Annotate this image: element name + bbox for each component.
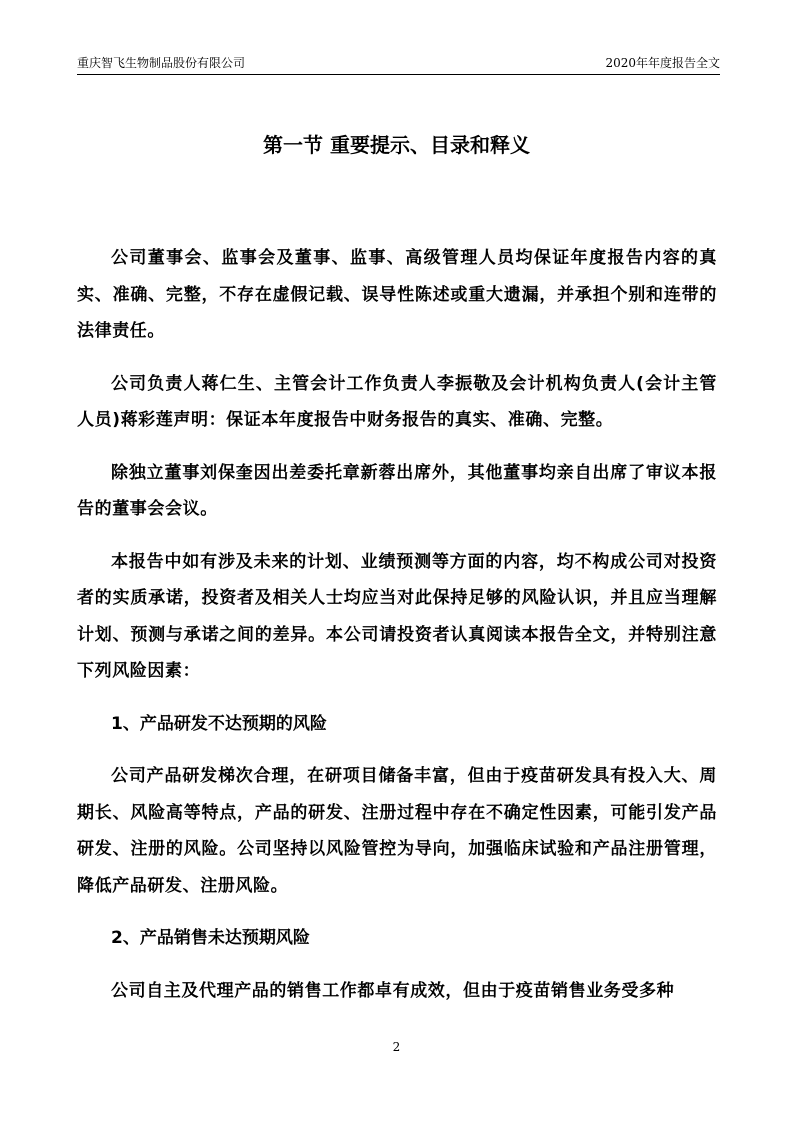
risk-text-rd: 公司产品研发梯次合理，在研项目储备丰富，但由于疫苗研发具有投入大、周期长、风险高等特点，产品的研发、注册过程中存在不确定性因素，可能引发产品研发、注册的风险。公司坚持以风险管控为导向，加强临床试验和产品注册管理，降低产品研发、注册风险。 (77, 766, 717, 896)
risk-heading-sales: 2、产品销售未达预期风险 (111, 928, 310, 948)
header-company-name: 重庆智飞生物制品股份有限公司 (77, 56, 246, 70)
page-header (77, 54, 720, 75)
page-number: 2 (392, 1040, 401, 1054)
section-title: 第一节 重要提示、目录和释义 (263, 133, 530, 157)
risk-heading-rd: 1、产品研发不达预期的风险 (111, 713, 327, 734)
document-body (77, 240, 717, 1025)
paragraph-forward-looking: 本报告中如有涉及未来的计划、业绩预测等方面的内容，均不构成公司对投资者的实质承诺，投资者及相关人士均应当对此保持足够的风险认识，并且应当理解计划、预测与承诺之间的差异。本公司请投资者认真阅读本报告全文，并特别注意下列风险因素： (77, 551, 717, 681)
paragraph-responsible-persons: 公司负责人蒋仁生、主管会计工作负责人李振敬及会计机构负责人(会计主管人员)蒋彩莲声明：保证本年度报告中财务报告的真实、准确、完整。 (77, 373, 717, 430)
header-report-title: 2020年年度报告全文 (605, 56, 720, 70)
risk-text-sales: 公司自主及代理产品的销售工作都卓有成效，但由于疫苗销售业务受多种 (111, 980, 675, 1001)
paragraph-board-guarantee: 公司董事会、监事会及董事、监事、高级管理人员均保证年度报告内容的真实、准确、完整，不存在虚假记载、误导性陈述或重大遗漏，并承担个别和连带的法律责任。 (77, 248, 717, 341)
paragraph-board-attendance: 除独立董事刘保奎因出差委托章新蓉出席外，其他董事均亲自出席了审议本报告的董事会会议。 (77, 462, 717, 519)
